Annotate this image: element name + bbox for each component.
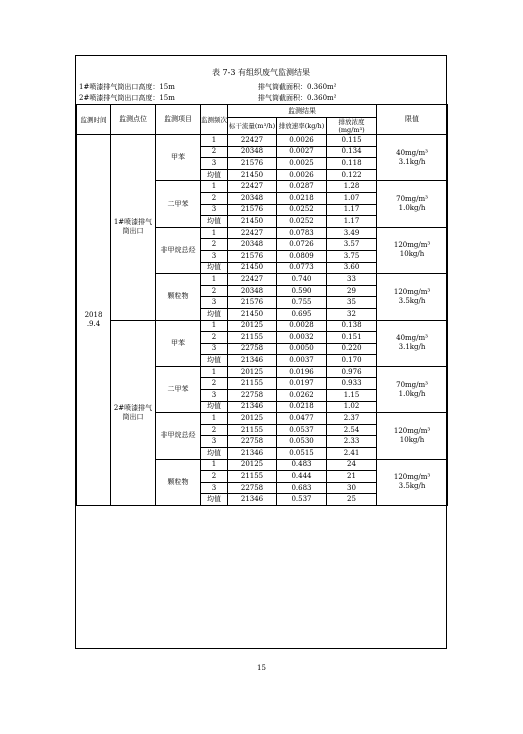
table-body bbox=[77, 135, 448, 506]
monitor-date bbox=[77, 135, 111, 506]
rate-cell: 0.0197 bbox=[277, 378, 327, 390]
flow-cell: 22427 bbox=[228, 227, 277, 239]
header-result: 监测结果 bbox=[228, 105, 377, 118]
limit-cell bbox=[377, 274, 448, 320]
limit-concentration: 70mg/m³ bbox=[396, 195, 428, 204]
flow-cell: 22758 bbox=[228, 436, 277, 448]
freq-cell: 3 bbox=[201, 250, 228, 262]
limit-cell bbox=[377, 227, 448, 273]
conc-cell: 29 bbox=[327, 285, 377, 297]
conc-cell: 0.976 bbox=[327, 366, 377, 378]
freq-cell: 均值 bbox=[201, 401, 228, 413]
limit-concentration: 120mg/m³ bbox=[393, 473, 431, 482]
conc-cell: 25 bbox=[327, 494, 377, 506]
flow-cell: 21155 bbox=[228, 471, 277, 483]
header-rate: 排放速率(kg/h) bbox=[277, 118, 327, 135]
freq-cell: 1 bbox=[201, 459, 228, 471]
rate-cell: 0.0726 bbox=[277, 239, 327, 251]
limit-concentration: 40mg/m³ bbox=[396, 148, 428, 157]
limit-rate: 1.0kg/h bbox=[398, 204, 426, 213]
limit-cell bbox=[377, 320, 448, 366]
rate-cell: 0.483 bbox=[277, 459, 327, 471]
freq-cell: 2 bbox=[201, 424, 228, 436]
freq-cell: 2 bbox=[201, 146, 228, 158]
conc-cell: 0.118 bbox=[327, 158, 377, 170]
conc-cell: 30 bbox=[327, 482, 377, 494]
rate-cell: 0.537 bbox=[277, 494, 327, 506]
table-title: 表 7-3 有组织废气监测结果 bbox=[212, 68, 310, 77]
freq-cell: 3 bbox=[201, 482, 228, 494]
limit-rate: 10kg/h bbox=[399, 435, 425, 444]
limit-rate: 1.0kg/h bbox=[398, 389, 426, 398]
freq-cell: 3 bbox=[201, 436, 228, 448]
limit-cell bbox=[377, 181, 448, 227]
freq-cell: 均值 bbox=[201, 308, 228, 320]
rate-cell: 0.0026 bbox=[277, 135, 327, 147]
conc-cell: 0.220 bbox=[327, 343, 377, 355]
freq-cell: 2 bbox=[201, 378, 228, 390]
freq-cell: 2 bbox=[201, 332, 228, 344]
flow-cell: 22758 bbox=[228, 482, 277, 494]
freq-cell: 2 bbox=[201, 471, 228, 483]
monitor-item: 二甲苯 bbox=[156, 366, 201, 412]
flow-cell: 20125 bbox=[228, 459, 277, 471]
rate-cell: 0.0530 bbox=[277, 436, 327, 448]
freq-cell: 1 bbox=[201, 227, 228, 239]
header-freq: 监测频次 bbox=[201, 105, 228, 135]
conc-cell: 21 bbox=[327, 471, 377, 483]
conc-cell: 1.15 bbox=[327, 390, 377, 402]
rate-cell: 0.590 bbox=[277, 285, 327, 297]
stack1-area: 排气筒截面积：0.360m² bbox=[258, 83, 337, 91]
date-line1: 2018 bbox=[84, 311, 103, 319]
conc-cell: 0.115 bbox=[327, 135, 377, 147]
flow-cell: 20348 bbox=[228, 146, 277, 158]
freq-cell: 1 bbox=[201, 320, 228, 332]
flow-cell: 21155 bbox=[228, 332, 277, 344]
limit-rate: 3.5kg/h bbox=[398, 482, 426, 491]
rate-cell: 0.755 bbox=[277, 297, 327, 309]
flow-cell: 20125 bbox=[228, 413, 277, 425]
header-conc: 排放浓度(mg/m³) bbox=[327, 118, 377, 135]
freq-cell: 均值 bbox=[201, 169, 228, 181]
conc-cell: 1.17 bbox=[327, 216, 377, 228]
limit-cell bbox=[377, 366, 448, 412]
stack2-height: 2#喷漆排气筒出口高度：15m bbox=[79, 94, 175, 102]
freq-cell: 1 bbox=[201, 135, 228, 147]
rate-cell: 0.0050 bbox=[277, 343, 327, 355]
rate-cell: 0.683 bbox=[277, 482, 327, 494]
rate-cell: 0.0477 bbox=[277, 413, 327, 425]
rate-cell: 0.0287 bbox=[277, 181, 327, 193]
conc-cell: 2.37 bbox=[327, 413, 377, 425]
flow-cell: 21576 bbox=[228, 204, 277, 216]
header-item: 监测项目 bbox=[156, 105, 201, 135]
rate-cell: 0.0218 bbox=[277, 401, 327, 413]
freq-cell: 3 bbox=[201, 343, 228, 355]
rate-cell: 0.0252 bbox=[277, 204, 327, 216]
document-frame bbox=[75, 55, 447, 649]
conc-cell: 1.02 bbox=[327, 401, 377, 413]
rate-cell: 0.0537 bbox=[277, 424, 327, 436]
conc-cell: 1.28 bbox=[327, 181, 377, 193]
monitor-point: 1#喷漆排气筒出口 bbox=[111, 135, 156, 321]
rate-cell: 0.444 bbox=[277, 471, 327, 483]
freq-cell: 均值 bbox=[201, 494, 228, 506]
conc-cell: 32 bbox=[327, 308, 377, 320]
header-time: 监测时间 bbox=[77, 105, 111, 135]
flow-cell: 20348 bbox=[228, 239, 277, 251]
monitor-item: 二甲苯 bbox=[156, 181, 201, 227]
flow-cell: 22427 bbox=[228, 135, 277, 147]
flow-cell: 21346 bbox=[228, 401, 277, 413]
freq-cell: 均值 bbox=[201, 262, 228, 274]
rate-cell: 0.0773 bbox=[277, 262, 327, 274]
conc-cell: 3.75 bbox=[327, 250, 377, 262]
freq-cell: 均值 bbox=[201, 216, 228, 228]
flow-cell: 21576 bbox=[228, 250, 277, 262]
monitor-item: 甲苯 bbox=[156, 135, 201, 181]
header-limit: 限值 bbox=[377, 105, 448, 135]
conc-cell: 33 bbox=[327, 274, 377, 286]
flow-cell: 21576 bbox=[228, 158, 277, 170]
conc-cell: 0.151 bbox=[327, 332, 377, 344]
header-point: 监测点位 bbox=[111, 105, 156, 135]
monitor-item: 非甲烷总烃 bbox=[156, 413, 201, 459]
flow-cell: 22758 bbox=[228, 343, 277, 355]
freq-cell: 3 bbox=[201, 297, 228, 309]
freq-cell: 1 bbox=[201, 366, 228, 378]
limit-rate: 3.1kg/h bbox=[398, 343, 426, 352]
monitor-item: 非甲烷总烃 bbox=[156, 227, 201, 273]
rate-cell: 0.0515 bbox=[277, 448, 327, 460]
conc-cell: 24 bbox=[327, 459, 377, 471]
freq-cell: 2 bbox=[201, 239, 228, 251]
flow-cell: 20348 bbox=[228, 192, 277, 204]
flow-cell: 21346 bbox=[228, 355, 277, 367]
conc-cell: 0.170 bbox=[327, 355, 377, 367]
monitoring-table bbox=[76, 104, 448, 506]
conc-cell: 1.17 bbox=[327, 204, 377, 216]
rate-cell: 0.0025 bbox=[277, 158, 327, 170]
rate-cell: 0.695 bbox=[277, 308, 327, 320]
limit-concentration: 70mg/m³ bbox=[396, 380, 428, 389]
rate-cell: 0.0196 bbox=[277, 366, 327, 378]
limit-rate: 3.1kg/h bbox=[398, 157, 426, 166]
flow-cell: 21346 bbox=[228, 448, 277, 460]
conc-cell: 2.54 bbox=[327, 424, 377, 436]
date-line2: .9.4 bbox=[86, 320, 101, 328]
limit-rate: 10kg/h bbox=[399, 250, 425, 259]
rate-cell: 0.0809 bbox=[277, 250, 327, 262]
conc-cell: 1.07 bbox=[327, 192, 377, 204]
freq-cell: 1 bbox=[201, 413, 228, 425]
freq-cell: 1 bbox=[201, 274, 228, 286]
limit-concentration: 120mg/m³ bbox=[393, 287, 431, 296]
limit-concentration: 120mg/m³ bbox=[393, 241, 431, 250]
flow-cell: 22758 bbox=[228, 390, 277, 402]
table-row bbox=[77, 135, 448, 147]
limit-cell bbox=[377, 135, 448, 181]
flow-cell: 21155 bbox=[228, 424, 277, 436]
flow-cell: 21450 bbox=[228, 169, 277, 181]
limit-concentration: 40mg/m³ bbox=[396, 334, 428, 343]
rate-cell: 0.0028 bbox=[277, 320, 327, 332]
limit-concentration: 120mg/m³ bbox=[393, 426, 431, 435]
rate-cell: 0.0032 bbox=[277, 332, 327, 344]
conc-cell: 3.57 bbox=[327, 239, 377, 251]
limit-cell bbox=[377, 413, 448, 459]
flow-cell: 20125 bbox=[228, 366, 277, 378]
flow-cell: 21450 bbox=[228, 262, 277, 274]
conc-cell: 3.49 bbox=[327, 227, 377, 239]
monitor-point: 2#喷漆排气筒出口 bbox=[111, 320, 156, 506]
conc-cell: 3.60 bbox=[327, 262, 377, 274]
flow-cell: 21450 bbox=[228, 308, 277, 320]
flow-cell: 20348 bbox=[228, 285, 277, 297]
freq-cell: 3 bbox=[201, 204, 228, 216]
freq-cell: 3 bbox=[201, 158, 228, 170]
flow-cell: 21450 bbox=[228, 216, 277, 228]
rate-cell: 0.0026 bbox=[277, 169, 327, 181]
rate-cell: 0.0027 bbox=[277, 146, 327, 158]
conc-cell: 35 bbox=[327, 297, 377, 309]
conc-cell: 0.122 bbox=[327, 169, 377, 181]
rate-cell: 0.740 bbox=[277, 274, 327, 286]
conc-cell: 0.134 bbox=[327, 146, 377, 158]
monitor-item: 甲苯 bbox=[156, 320, 201, 366]
table-row bbox=[77, 320, 448, 332]
flow-cell: 22427 bbox=[228, 274, 277, 286]
rate-cell: 0.0262 bbox=[277, 390, 327, 402]
freq-cell: 1 bbox=[201, 181, 228, 193]
flow-cell: 22427 bbox=[228, 181, 277, 193]
conc-cell: 0.138 bbox=[327, 320, 377, 332]
freq-cell: 均值 bbox=[201, 355, 228, 367]
limit-rate: 3.5kg/h bbox=[398, 296, 426, 305]
freq-cell: 3 bbox=[201, 390, 228, 402]
conc-cell: 2.33 bbox=[327, 436, 377, 448]
rate-cell: 0.0783 bbox=[277, 227, 327, 239]
freq-cell: 2 bbox=[201, 192, 228, 204]
flow-cell: 20125 bbox=[228, 320, 277, 332]
flow-cell: 21155 bbox=[228, 378, 277, 390]
monitor-item: 颗粒物 bbox=[156, 274, 201, 320]
conc-cell: 0.933 bbox=[327, 378, 377, 390]
rate-cell: 0.0252 bbox=[277, 216, 327, 228]
flow-cell: 21346 bbox=[228, 494, 277, 506]
rate-cell: 0.0037 bbox=[277, 355, 327, 367]
rate-cell: 0.0218 bbox=[277, 192, 327, 204]
stack1-height: 1#喷漆排气筒出口高度：15m bbox=[79, 83, 175, 91]
limit-cell bbox=[377, 459, 448, 505]
freq-cell: 2 bbox=[201, 285, 228, 297]
conc-cell: 2.41 bbox=[327, 448, 377, 460]
freq-cell: 均值 bbox=[201, 448, 228, 460]
monitor-item: 颗粒物 bbox=[156, 459, 201, 505]
flow-cell: 21576 bbox=[228, 297, 277, 309]
header-flow: 标干流量(m³/h) bbox=[228, 118, 277, 135]
stack2-area: 排气筒截面积：0.360m² bbox=[258, 94, 337, 102]
page-number: 15 bbox=[257, 664, 266, 672]
